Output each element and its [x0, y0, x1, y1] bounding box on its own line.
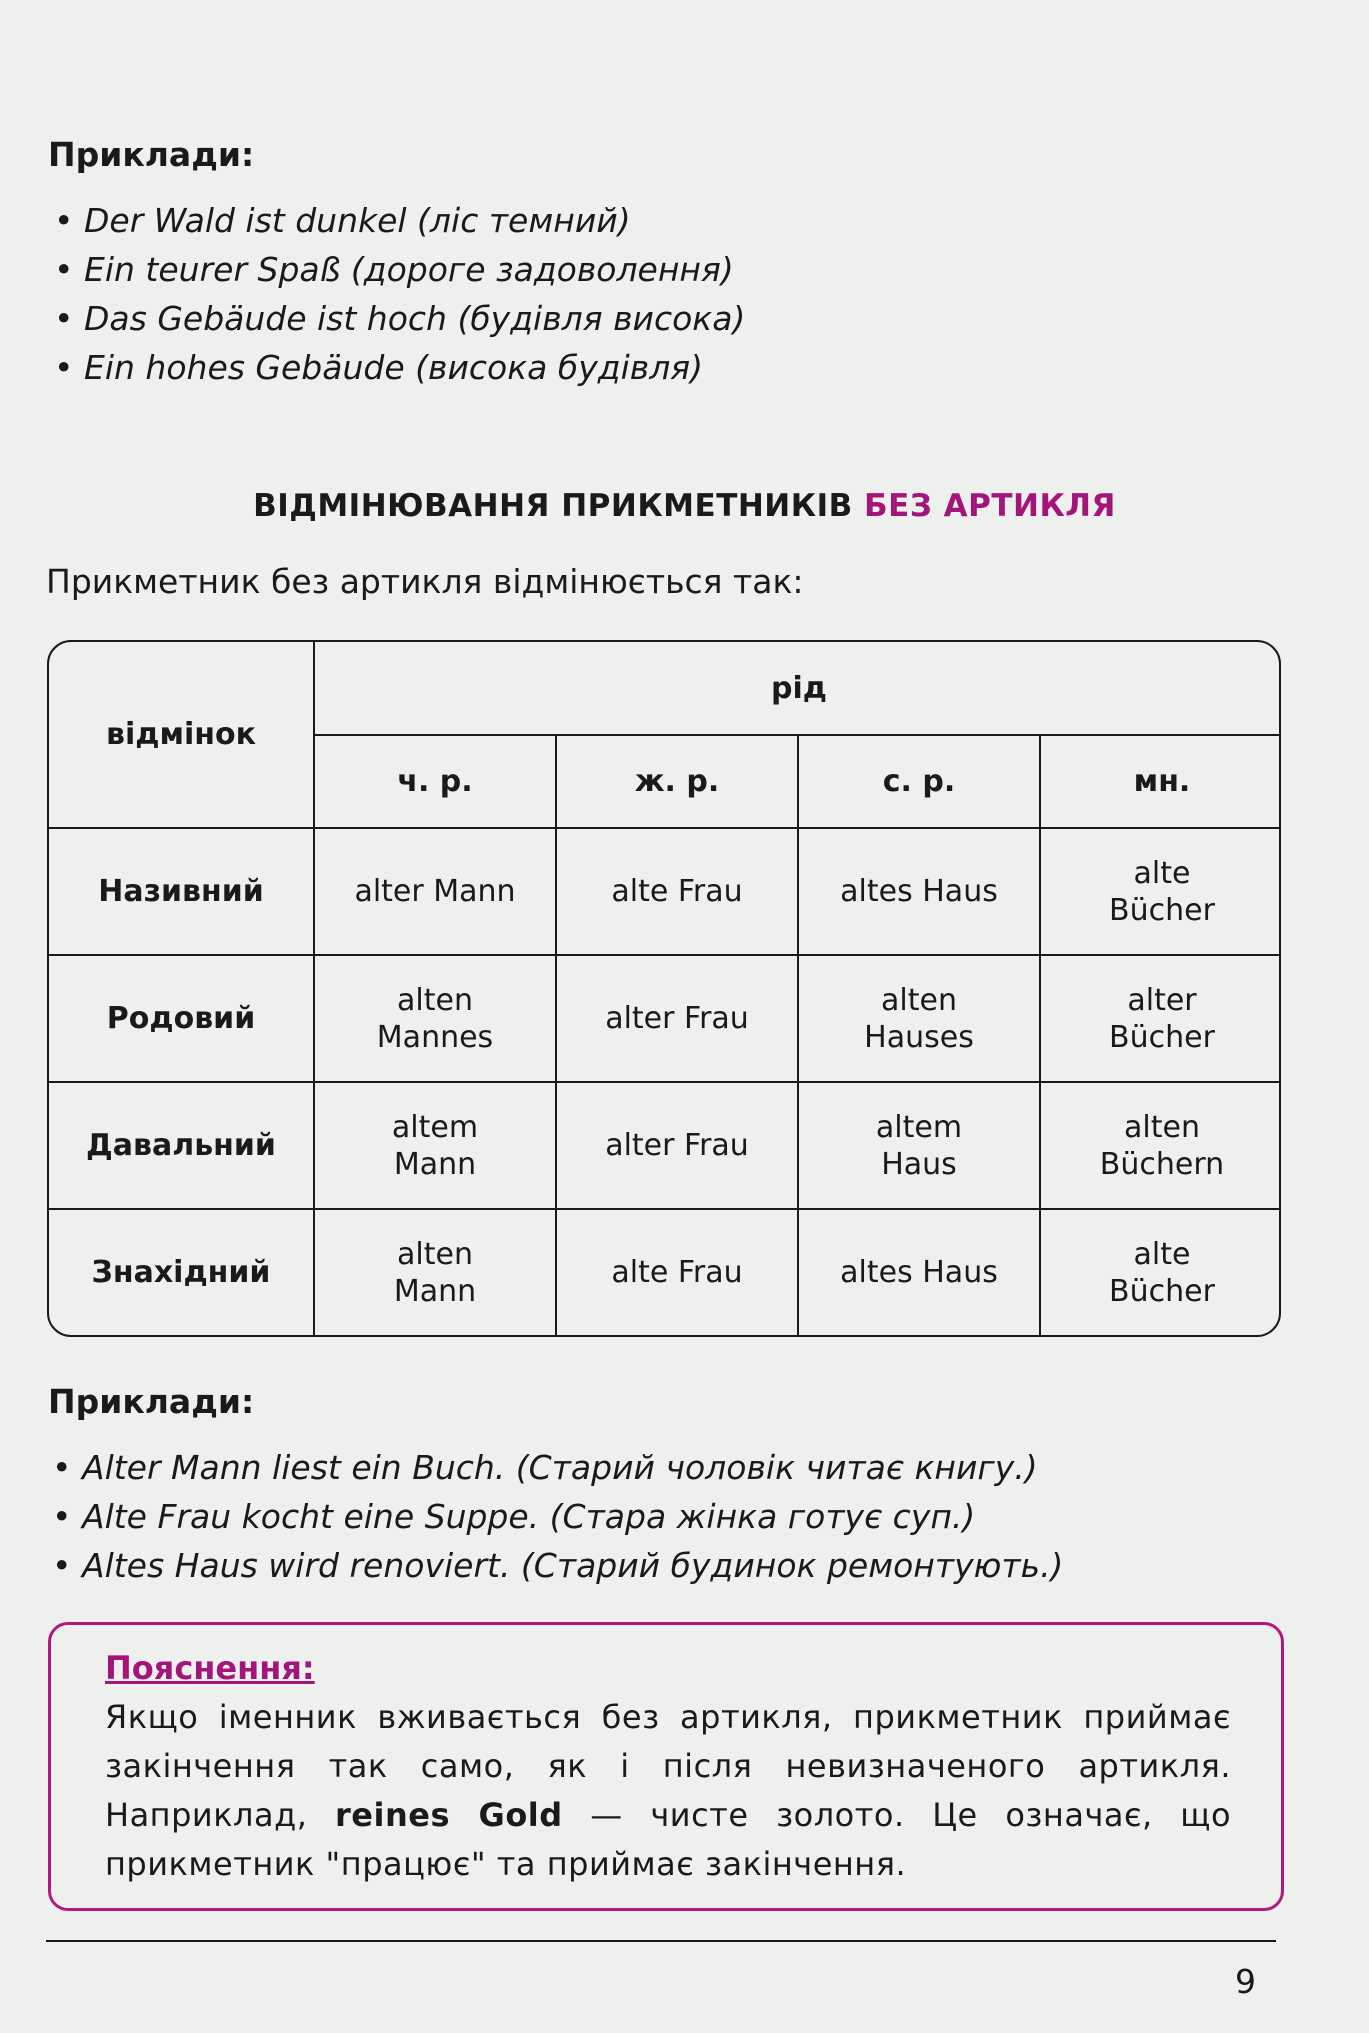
note-title: Пояснення:: [105, 1649, 315, 1687]
section-title-main: ВІДМІНЮВАННЯ ПРИКМЕТНИКІВ: [253, 488, 853, 524]
table-cell: altes Haus: [798, 828, 1040, 955]
case-label: Давальний: [49, 1082, 314, 1209]
table-cell: alte Bücher: [1040, 828, 1281, 955]
case-label: Знахідний: [49, 1209, 314, 1335]
examples-heading-2: Приклади:: [48, 1382, 255, 1421]
gender-col-feminine: ж. р.: [556, 735, 798, 828]
example-item: • Alter Mann liest ein Buch. (Старий чоловік читає книгу.): [46, 1443, 1063, 1492]
example-item: • Der Wald ist dunkel (ліс темний): [48, 196, 745, 245]
table-cell: alter Bücher: [1040, 955, 1281, 1082]
page-number: 9: [1235, 1962, 1256, 2001]
example-item: • Ein teurer Spaß (дороге задоволення): [48, 245, 745, 294]
table-cell: altem Mann: [314, 1082, 556, 1209]
note-bold-example: reines Gold: [335, 1796, 563, 1834]
table-row: [49, 955, 1281, 1082]
table-cell: alte Bücher: [1040, 1209, 1281, 1335]
case-label: Родовий: [49, 955, 314, 1082]
example-item: • Das Gebäude ist hoch (будівля висока): [48, 294, 745, 343]
table-cell: alter Frau: [556, 1082, 798, 1209]
gender-col-neuter: с. р.: [798, 735, 1040, 828]
table-row: [49, 1082, 1281, 1209]
examples-heading: Приклади:: [48, 135, 255, 174]
section-title: [0, 488, 1369, 524]
table-cell: alter Frau: [556, 955, 798, 1082]
note-text-before: Якщо іменник вживається без артикля, прикметник приймає закінчення так само, як і після невизначеного артикля. Наприклад,: [105, 1698, 1231, 1834]
gender-col-masculine: ч. р.: [314, 735, 556, 828]
example-item: • Alte Frau kocht eine Suppe. (Стара жінка готує суп.): [46, 1492, 1063, 1541]
table-cell: alter Mann: [314, 828, 556, 955]
examples-list: [48, 196, 745, 392]
case-label: Називний: [49, 828, 314, 955]
declension-table: [47, 640, 1281, 1337]
examples-list-2: [46, 1443, 1063, 1590]
example-item: • Ein hohes Gebäude (висока будівля): [48, 343, 745, 392]
table-cell: alte Frau: [556, 828, 798, 955]
note-text-after: — чисте золото. Це означає, що прикметник "працює" та приймає закінчення.: [105, 1796, 1232, 1883]
note-text: [105, 1693, 1231, 1889]
footer-divider: [46, 1940, 1276, 1942]
table-cell: alte Frau: [556, 1209, 798, 1335]
gender-header: рід: [314, 642, 1281, 735]
table-cell: altes Haus: [798, 1209, 1040, 1335]
table-row: [49, 828, 1281, 955]
example-item: • Altes Haus wird renoviert. (Старий будинок ремонтують.): [46, 1541, 1063, 1590]
table-cell: alten Mann: [314, 1209, 556, 1335]
gender-col-plural: мн.: [1040, 735, 1281, 828]
table-row: [49, 1209, 1281, 1335]
table-cell: alten Büchern: [1040, 1082, 1281, 1209]
table-cell: alten Mannes: [314, 955, 556, 1082]
case-column-header: відмінок: [49, 642, 314, 828]
table-cell: alten Hauses: [798, 955, 1040, 1082]
note-box: [48, 1622, 1284, 1911]
section-title-accent: БЕЗ АРТИКЛЯ: [864, 488, 1116, 524]
section-intro: Прикметник без артикля відмінюється так:: [46, 562, 804, 601]
table-cell: altem Haus: [798, 1082, 1040, 1209]
